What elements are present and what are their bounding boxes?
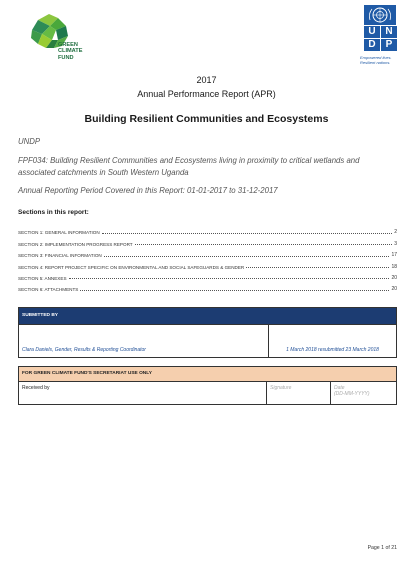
submitted-by-table bbox=[18, 307, 397, 358]
toc-leader bbox=[102, 232, 393, 234]
toc-item-page: 20 bbox=[391, 286, 397, 293]
undp-letter: P bbox=[381, 39, 397, 51]
submission-date: 1 March 2018 resubmitted 23 March 2018 bbox=[286, 347, 379, 353]
toc-item-label: SECTION 3: FINANCIAL INFORMATION bbox=[18, 253, 102, 259]
toc-leader bbox=[69, 277, 390, 279]
toc-item-label: SECTION 6: ATTACHMENTS bbox=[18, 287, 79, 293]
toc-item[interactable] bbox=[18, 270, 397, 281]
toc-item-label: SECTION 4: REPORT PROJECT SPECIFIC ON ENVIRONMENTAL AND SOCIAL SAFEGUARDS & GENDER bbox=[18, 264, 245, 270]
date-field bbox=[331, 382, 396, 404]
reporting-period: Annual Reporting Period Covered in this Report: 01-01-2017 to 31-12-2017 bbox=[18, 186, 278, 195]
toc-item-page: 18 bbox=[391, 263, 397, 270]
toc-leader bbox=[246, 266, 389, 268]
submitted-by-header: SUBMITTED BY bbox=[19, 308, 396, 325]
received-by-field: Received by bbox=[19, 382, 267, 404]
date-format-hint: (DD-MM-YYYY) bbox=[334, 391, 370, 397]
toc-item-page: 3 bbox=[394, 240, 397, 247]
signature-field: Signature bbox=[267, 382, 331, 404]
report-type: Annual Performance Report (APR) bbox=[137, 89, 276, 99]
toc-item-label: SECTION 1: GENERAL INFORMATION bbox=[18, 230, 100, 236]
gcf-secretariat-row bbox=[19, 382, 396, 404]
toc-item-page: 20 bbox=[391, 274, 397, 281]
table-of-contents bbox=[18, 224, 397, 292]
report-year: 2017 bbox=[196, 75, 217, 85]
toc-item[interactable] bbox=[18, 281, 397, 292]
undp-letter: U bbox=[364, 26, 380, 38]
toc-leader bbox=[104, 255, 390, 257]
page-number: Page 1 of 21 bbox=[367, 545, 397, 551]
toc-leader bbox=[80, 289, 389, 291]
toc-item-label: SECTION 2: IMPLEMENTATION PROGRESS REPORT bbox=[18, 241, 133, 247]
submitted-by-row bbox=[19, 325, 396, 357]
toc-leader bbox=[135, 243, 393, 245]
undp-logo bbox=[360, 5, 402, 67]
gcf-secretariat-header: FOR GREEN CLIMATE FUND'S SECRETARIAT USE ONLY bbox=[19, 367, 396, 382]
undp-letter: D bbox=[364, 39, 380, 51]
toc-item[interactable] bbox=[18, 224, 397, 235]
gcf-logo bbox=[22, 12, 82, 64]
organization: UNDP bbox=[18, 137, 41, 146]
gcf-secretariat-table bbox=[18, 366, 397, 405]
undp-tagline: Empowered lives. Resilient nations. bbox=[360, 55, 392, 65]
toc-item[interactable] bbox=[18, 258, 397, 269]
un-emblem-icon bbox=[364, 5, 396, 25]
toc-heading: Sections in this report: bbox=[18, 209, 89, 216]
toc-item-label: SECTION 5: ANNEXES bbox=[18, 275, 67, 281]
gcf-wordmark: GREEN CLIMATE FUND bbox=[58, 42, 83, 61]
undp-letter: N bbox=[381, 26, 397, 38]
submitter-name: Clara Daniels, Gender, Results & Reporting Coordinator bbox=[19, 325, 269, 357]
undp-letter-grid bbox=[364, 26, 396, 51]
page-title: Building Resilient Communities and Ecosystems bbox=[84, 113, 329, 125]
toc-item[interactable] bbox=[18, 235, 397, 246]
toc-item-page: 17 bbox=[391, 252, 397, 259]
project-name: FPF034: Building Resilient Communities and Ecosystems living in proximity to critical wetlands and associated catchments in South Western Uganda bbox=[18, 156, 360, 177]
toc-item-page: 2 bbox=[394, 229, 397, 236]
toc-item[interactable] bbox=[18, 247, 397, 258]
date-label: Date bbox=[334, 385, 345, 391]
